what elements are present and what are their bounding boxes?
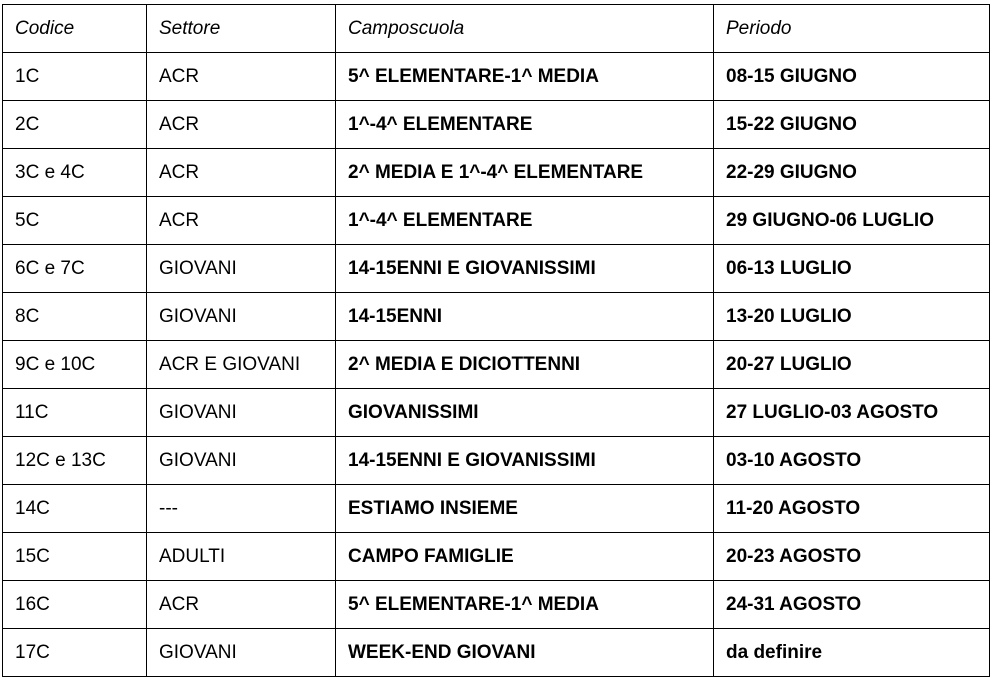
cell-codice: 5C xyxy=(3,197,147,245)
header-settore: Settore xyxy=(147,5,336,53)
table-row xyxy=(3,53,990,101)
cell-camposcuola: GIOVANISSIMI xyxy=(336,389,714,437)
cell-camposcuola: 2^ MEDIA E DICIOTTENNI xyxy=(336,341,714,389)
cell-periodo: 08-15 GIUGNO xyxy=(714,53,990,101)
cell-codice: 9C e 10C xyxy=(3,341,147,389)
cell-periodo: 03-10 AGOSTO xyxy=(714,437,990,485)
table-row xyxy=(3,149,990,197)
cell-camposcuola: 2^ MEDIA E 1^-4^ ELEMENTARE xyxy=(336,149,714,197)
table-body xyxy=(3,53,990,677)
cell-settore: GIOVANI xyxy=(147,629,336,677)
cell-settore: ACR xyxy=(147,581,336,629)
cell-camposcuola: 1^-4^ ELEMENTARE xyxy=(336,101,714,149)
table-row xyxy=(3,101,990,149)
cell-periodo: 13-20 LUGLIO xyxy=(714,293,990,341)
cell-settore: GIOVANI xyxy=(147,389,336,437)
cell-camposcuola: 5^ ELEMENTARE-1^ MEDIA xyxy=(336,581,714,629)
cell-settore: GIOVANI xyxy=(147,293,336,341)
cell-codice: 2C xyxy=(3,101,147,149)
cell-periodo: 20-27 LUGLIO xyxy=(714,341,990,389)
camps-table-container xyxy=(2,4,990,677)
cell-codice: 15C xyxy=(3,533,147,581)
table-row xyxy=(3,197,990,245)
cell-settore: ACR xyxy=(147,149,336,197)
cell-periodo: 11-20 AGOSTO xyxy=(714,485,990,533)
cell-camposcuola: 14-15ENNI xyxy=(336,293,714,341)
table-row xyxy=(3,437,990,485)
table-row xyxy=(3,341,990,389)
cell-camposcuola: 1^-4^ ELEMENTARE xyxy=(336,197,714,245)
cell-periodo: 27 LUGLIO-03 AGOSTO xyxy=(714,389,990,437)
cell-settore: GIOVANI xyxy=(147,245,336,293)
cell-settore: ACR xyxy=(147,101,336,149)
cell-camposcuola: 5^ ELEMENTARE-1^ MEDIA xyxy=(336,53,714,101)
cell-settore: ACR xyxy=(147,197,336,245)
table-row xyxy=(3,581,990,629)
cell-settore: ACR E GIOVANI xyxy=(147,341,336,389)
cell-settore: ACR xyxy=(147,53,336,101)
header-camposcuola: Camposcuola xyxy=(336,5,714,53)
cell-periodo: 24-31 AGOSTO xyxy=(714,581,990,629)
table-row xyxy=(3,293,990,341)
cell-codice: 14C xyxy=(3,485,147,533)
header-codice: Codice xyxy=(3,5,147,53)
cell-camposcuola: 14-15ENNI E GIOVANISSIMI xyxy=(336,437,714,485)
cell-periodo: 15-22 GIUGNO xyxy=(714,101,990,149)
cell-codice: 6C e 7C xyxy=(3,245,147,293)
cell-periodo: 20-23 AGOSTO xyxy=(714,533,990,581)
header-periodo: Periodo xyxy=(714,5,990,53)
cell-codice: 8C xyxy=(3,293,147,341)
cell-codice: 16C xyxy=(3,581,147,629)
table-row xyxy=(3,533,990,581)
table-header-row xyxy=(3,5,990,53)
cell-codice: 17C xyxy=(3,629,147,677)
cell-periodo: 22-29 GIUGNO xyxy=(714,149,990,197)
cell-camposcuola: ESTIAMO INSIEME xyxy=(336,485,714,533)
cell-codice: 1C xyxy=(3,53,147,101)
cell-camposcuola: CAMPO FAMIGLIE xyxy=(336,533,714,581)
cell-periodo: da definire xyxy=(714,629,990,677)
cell-camposcuola: 14-15ENNI E GIOVANISSIMI xyxy=(336,245,714,293)
cell-settore: --- xyxy=(147,485,336,533)
cell-codice: 11C xyxy=(3,389,147,437)
cell-codice: 12C e 13C xyxy=(3,437,147,485)
table-row xyxy=(3,629,990,677)
cell-codice: 3C e 4C xyxy=(3,149,147,197)
table-row xyxy=(3,389,990,437)
cell-camposcuola: WEEK-END GIOVANI xyxy=(336,629,714,677)
cell-settore: GIOVANI xyxy=(147,437,336,485)
cell-periodo: 29 GIUGNO-06 LUGLIO xyxy=(714,197,990,245)
camps-table xyxy=(2,4,990,677)
table-row xyxy=(3,485,990,533)
table-row xyxy=(3,245,990,293)
cell-settore: ADULTI xyxy=(147,533,336,581)
cell-periodo: 06-13 LUGLIO xyxy=(714,245,990,293)
